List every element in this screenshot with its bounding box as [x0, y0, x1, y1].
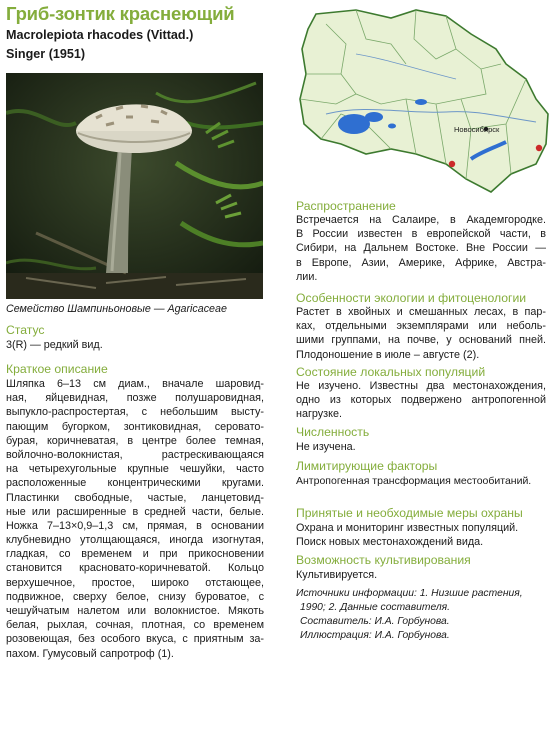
desc-line: расположенные концентрическими кругами. — [6, 477, 264, 490]
prot-line: Охрана и мониторинг известных популяций. — [296, 522, 519, 534]
src-line: Иллюстрация: И.А. Горбунова. — [300, 630, 450, 641]
src-line: 1990; 2. Данные составителя. — [300, 602, 450, 613]
desc-line: розовеющая, без особого вкуса, с приятным за- — [6, 633, 264, 646]
cultivation-text: Культивируется. — [296, 569, 378, 581]
protection-heading: Принятые и необходимые меры охраны — [296, 506, 523, 520]
dist-line: Встречается на Салаире, в Академгородке. — [296, 214, 546, 226]
desc-line: верхушечное, простое, широко отстающее, — [6, 576, 264, 589]
location-marker-1 — [449, 161, 455, 167]
ecology-text — [296, 305, 546, 362]
desc-line: белая, рыхлая, сочная, плотная, со временем — [6, 619, 264, 632]
desc-line: ные или расширенные в средней части, белые. — [6, 505, 264, 518]
desc-line: пающим бугорком, зонтиковидная, серовато- — [6, 420, 264, 433]
mushroom-photo-icon — [6, 73, 263, 299]
pop-line: нагрузке. — [296, 408, 342, 421]
src-line: Источники информации: 1. Низшие растения, — [296, 588, 523, 599]
sources-block — [296, 587, 546, 643]
description-heading: Краткое описание — [6, 362, 108, 376]
eco-line: ках, отдельными экземплярами или неболь- — [296, 320, 546, 333]
region-map-icon — [296, 4, 550, 194]
limiting-heading: Лимитирующие факторы — [296, 459, 438, 473]
city-label: Новосибирск — [454, 125, 500, 134]
desc-line: Пластинки свободные, частые, ланцетовид- — [6, 491, 264, 504]
pop-line: Не изучено. Известны два местонахождения, — [296, 380, 546, 392]
protection-text — [296, 521, 546, 549]
dist-line: В России известен в европейской части, в — [296, 228, 546, 241]
desc-line: бурая, коричневатая, в центре более темная, — [6, 434, 264, 447]
status-heading: Статус — [6, 323, 45, 337]
desc-line: подвижное, сверху белое, снизу буроватое, с — [6, 590, 264, 603]
desc-line: на четырехугольные крупные чешуйки, часто — [6, 463, 264, 476]
desc-line: гладкая, со временем и при прикосновении — [6, 548, 264, 561]
desc-line: чешуйчатым налетом или волокнистое. Мякоть — [6, 605, 264, 617]
eco-line: Плодоношение в июле – августе (2). — [296, 348, 480, 361]
dist-line: Сибири, на Дальнем Востоке. Вне России — — [296, 242, 546, 255]
ecology-heading: Особенности экологии и фитоценологии — [296, 291, 527, 305]
description-text — [6, 377, 264, 661]
populations-text — [296, 379, 546, 422]
desc-line: ная, яйцевидная, позже полушаровидная, — [6, 392, 264, 405]
pop-line: одно из которых подвержено антропогенной — [296, 394, 546, 407]
src-line: Составитель: И.А. Горбунова. — [300, 616, 450, 627]
desc-line: пахом. Гумусовый сапротроф (1). — [6, 647, 174, 660]
eco-line: шими группами, на почве, у оснований пней. — [296, 334, 546, 347]
desc-line: клубневидно утолщающаяся, иногда изогнутая, — [6, 534, 264, 547]
cultivation-heading: Возможность культивирования — [296, 553, 471, 567]
desc-line: войлочно-волокнистая, растрескивающаяся — [6, 448, 264, 461]
limiting-text: Антропогенная трансформация местообитаний. — [296, 475, 532, 487]
mushroom-photo — [6, 73, 263, 299]
latin-name — [6, 26, 193, 64]
eco-line: Растет в хвойных и смешанных лесах, в пар- — [296, 306, 546, 318]
dist-line: лии. — [296, 270, 318, 283]
prot-line: Поиск новых местонахождений вида. — [296, 536, 484, 549]
distribution-map — [296, 4, 550, 194]
latin-name-line-2: Singer (1951) — [6, 47, 86, 61]
abundance-text: Не изучена. — [296, 441, 356, 453]
dist-line: в Европе, Азии, Америке, Африке, Австра- — [296, 256, 546, 269]
distribution-heading: Распространение — [296, 199, 396, 213]
latin-name-line-1: Macrolepiota rhacodes (Vittad.) — [6, 28, 194, 42]
populations-heading: Состояние локальных популяций — [296, 365, 486, 379]
abundance-heading: Численность — [296, 425, 370, 439]
distribution-text — [296, 213, 546, 284]
desc-line: выпукло-распростертая, с небольшим высту- — [6, 406, 264, 419]
location-marker-2 — [536, 145, 542, 151]
desc-line: становится красновато-коричневатой. Кольцо — [6, 562, 264, 575]
status-text: 3(R) — редкий вид. — [6, 339, 103, 351]
desc-line: Ножка 7–13×0,9–1,3 см, прямая, в основании — [6, 519, 264, 532]
species-title: Гриб-зонтик краснеющий — [6, 3, 235, 24]
desc-line: Шляпка 6–13 см диам., вначале шаровид- — [6, 378, 264, 390]
family-caption: Семейство Шампиньоновые — Agaricaceae — [6, 303, 227, 315]
